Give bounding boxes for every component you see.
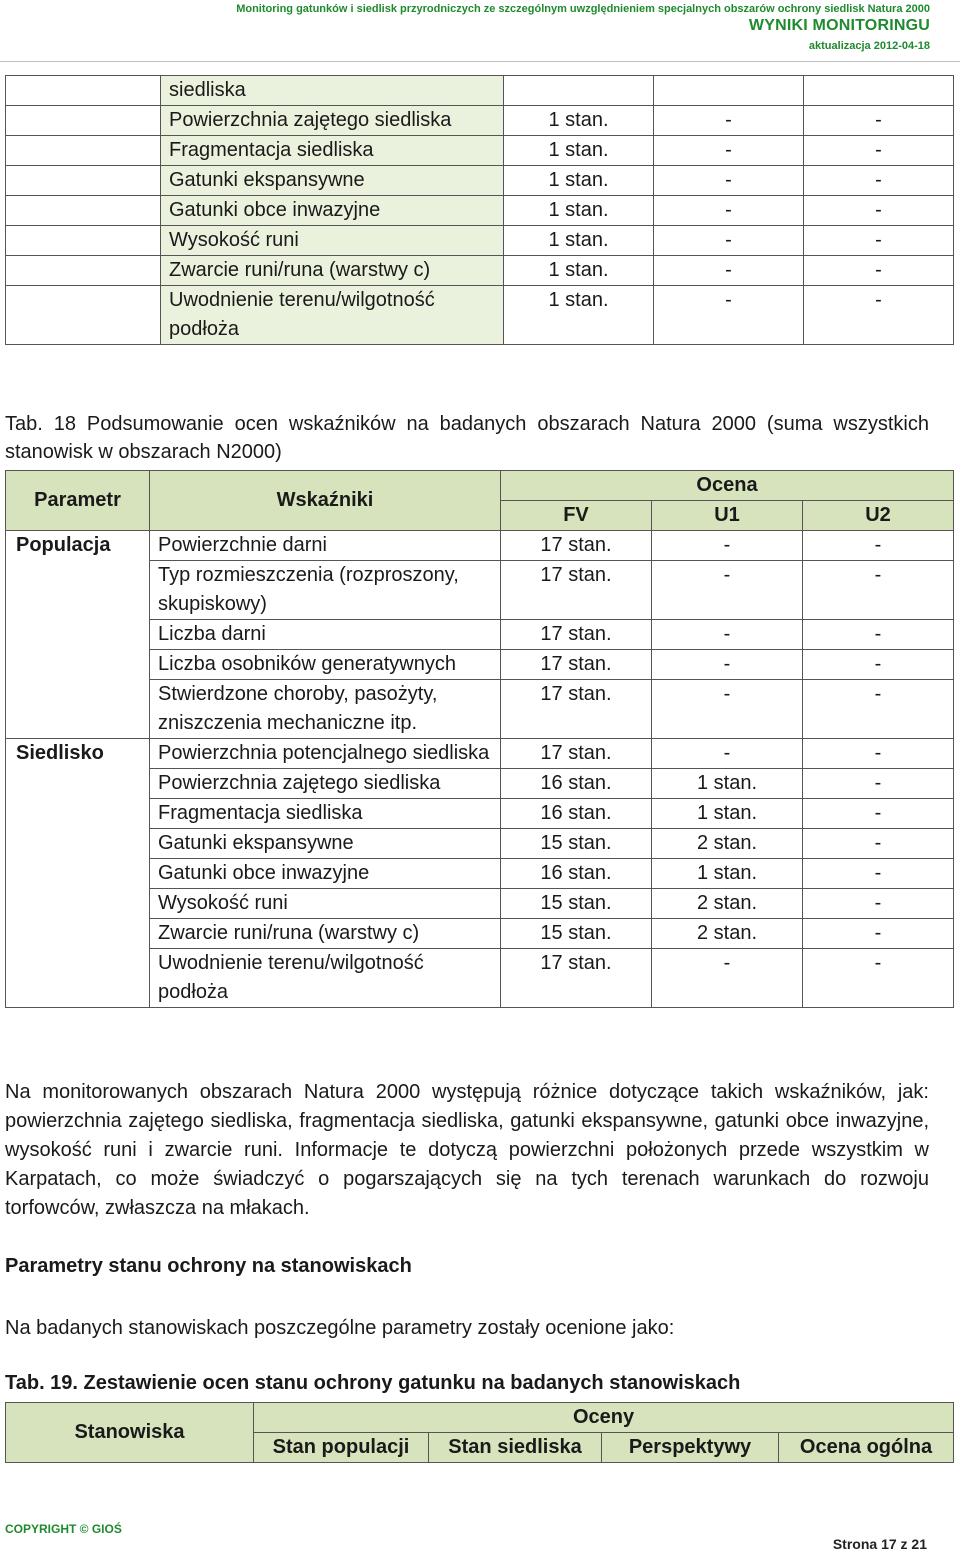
value-fv: 1 stan. (504, 106, 654, 136)
value-u2: - (804, 136, 954, 166)
value-fv: 17 stan. (501, 739, 652, 769)
value-u1: - (652, 531, 803, 561)
value-fv: 17 stan. (501, 531, 652, 561)
empty-cell (6, 226, 161, 256)
indicator-label: Powierzchnia potencjalnego siedliska (150, 739, 501, 769)
value-fv: 16 stan. (501, 859, 652, 889)
table-row (6, 286, 954, 345)
value-u1: - (652, 561, 803, 620)
value-u2: - (803, 739, 954, 769)
value-fv: 17 stan. (501, 650, 652, 680)
header-ocena: Ocena (501, 471, 954, 501)
value-u2: - (803, 919, 954, 949)
value-u2 (804, 76, 954, 106)
value-u2: - (804, 196, 954, 226)
value-u1: - (652, 650, 803, 680)
indicator-label: Gatunki obce inwazyjne (161, 196, 504, 226)
indicator-label: Liczba osobników generatywnych (150, 650, 501, 680)
value-u2: - (803, 561, 954, 620)
intro-paragraph: Na badanych stanowiskach poszczególne parametry zostały ocenione jako: (5, 1317, 675, 1339)
indicator-label: Zwarcie runi/runa (warstwy c) (150, 919, 501, 949)
table-continuation (5, 75, 954, 345)
header-title: Monitoring gatunków i siedlisk przyrodniczych ze szczególnym uwzględnieniem specjalnych obszarów ochrony siedlisk Natura 2000 (236, 3, 930, 15)
value-u2: - (803, 769, 954, 799)
value-u1: - (652, 739, 803, 769)
header-update-date: aktualizacja 2012-04-18 (808, 40, 930, 52)
indicator-label: Stwierdzone choroby, pasożyty, zniszczenia mechaniczne itp. (150, 680, 501, 739)
summary-paragraph: Na monitorowanych obszarach Natura 2000 występują różnice dotyczące takich wskaźników, jak: powierzchnia zajętego siedliska, fragmentacja siedliska, gatunki ekspansywne, gatunki obce inwazyjne, wysokość runi i zwarcie runi. Informacje te dotyczą powierzchni położonych przede wszystkim w Karpatach, co może świadczyć o pogarszających się na tych terenach warunkach do rozwoju torfowców, zwłaszcza na młakach. (5, 1081, 929, 1219)
value-u2: - (803, 859, 954, 889)
indicator-label: Gatunki ekspansywne (161, 166, 504, 196)
value-u1: - (652, 680, 803, 739)
indicator-label: siedliska (161, 76, 504, 106)
header-stanowiska: Stanowiska (6, 1403, 254, 1463)
value-u2: - (804, 286, 954, 345)
value-fv: 17 stan. (501, 949, 652, 1008)
empty-cell (6, 256, 161, 286)
value-fv: 17 stan. (501, 680, 652, 739)
value-u2: - (803, 680, 954, 739)
indicator-label: Typ rozmieszczenia (rozproszony, skupiskowy) (150, 561, 501, 620)
empty-cell (6, 76, 161, 106)
parameter-pop_rows: Populacja (6, 531, 150, 739)
indicator-label: Powierzchnia zajętego siedliska (161, 106, 504, 136)
value-u2: - (804, 106, 954, 136)
value-u2: - (804, 166, 954, 196)
empty-cell (6, 166, 161, 196)
header-oceny: Oceny (254, 1403, 954, 1433)
indicator-label: Uwodnienie terenu/wilgotność podłoża (150, 949, 501, 1008)
value-u1: - (654, 106, 804, 136)
value-fv: 16 stan. (501, 769, 652, 799)
table-row (6, 166, 954, 196)
value-u1: 2 stan. (652, 829, 803, 859)
header-wskazniki: Wskaźniki (150, 471, 501, 531)
value-u2: - (804, 256, 954, 286)
value-fv: 15 stan. (501, 889, 652, 919)
table-row (6, 226, 954, 256)
table-row (6, 196, 954, 226)
indicator-label: Zwarcie runi/runa (warstwy c) (161, 256, 504, 286)
value-u1: 1 stan. (652, 799, 803, 829)
empty-cell (6, 196, 161, 226)
indicator-label: Fragmentacja siedliska (161, 136, 504, 166)
indicator-label: Powierzchnia zajętego siedliska (150, 769, 501, 799)
indicator-label: Wysokość runi (150, 889, 501, 919)
table-row (6, 256, 954, 286)
table-row (6, 76, 954, 106)
value-fv: 15 stan. (501, 829, 652, 859)
table-row (6, 739, 954, 769)
indicator-label: Liczba darni (150, 620, 501, 650)
value-u1: - (654, 136, 804, 166)
indicator-label: Uwodnienie terenu/wilgotność podłoża (161, 286, 504, 345)
header-perspektywy: Perspektywy (602, 1433, 779, 1463)
header-u1: U1 (652, 501, 803, 531)
table-row (6, 531, 954, 561)
value-fv: 16 stan. (501, 799, 652, 829)
indicator-label: Wysokość runi (161, 226, 504, 256)
value-u1: - (654, 256, 804, 286)
value-u2: - (803, 650, 954, 680)
value-u1 (654, 76, 804, 106)
value-fv: 1 stan. (504, 256, 654, 286)
header-stan-populacji: Stan populacji (254, 1433, 429, 1463)
footer-page-number: Strona 17 z 21 (832, 1536, 927, 1552)
value-u1: 2 stan. (652, 919, 803, 949)
header-u2: U2 (803, 501, 954, 531)
value-fv: 17 stan. (501, 620, 652, 650)
empty-cell (6, 286, 161, 345)
table-18 (5, 470, 954, 1008)
value-u1: 1 stan. (652, 859, 803, 889)
value-u1: 2 stan. (652, 889, 803, 919)
value-u1: - (652, 620, 803, 650)
table-row (6, 106, 954, 136)
table-19-caption: Tab. 19. Zestawienie ocen stanu ochrony gatunku na badanych stanowiskach (5, 1372, 741, 1394)
value-u2: - (803, 620, 954, 650)
header-stan-siedliska: Stan siedliska (429, 1433, 602, 1463)
value-u1: 1 stan. (652, 769, 803, 799)
header-results: WYNIKI MONITORINGU (748, 17, 930, 34)
empty-cell (6, 136, 161, 166)
value-u2: - (803, 799, 954, 829)
value-fv: 1 stan. (504, 196, 654, 226)
value-fv: 1 stan. (504, 136, 654, 166)
value-u2: - (803, 829, 954, 859)
value-u2: - (803, 889, 954, 919)
value-u2: - (804, 226, 954, 256)
value-fv: 1 stan. (504, 226, 654, 256)
value-u2: - (803, 531, 954, 561)
indicator-label: Fragmentacja siedliska (150, 799, 501, 829)
parameter-sied_rows: Siedlisko (6, 739, 150, 1008)
section-heading: Parametry stanu ochrony na stanowiskach (5, 1255, 412, 1277)
table-19 (5, 1402, 954, 1463)
value-fv (504, 76, 654, 106)
indicator-label: Powierzchnie darni (150, 531, 501, 561)
value-u1: - (654, 286, 804, 345)
value-fv: 1 stan. (504, 166, 654, 196)
value-u1: - (652, 949, 803, 1008)
table-18-caption: Tab. 18 Podsumowanie ocen wskaźników na badanych obszarach Natura 2000 (suma wszystkich stanowisk w obszarach N2000) (5, 413, 929, 463)
value-u1: - (654, 196, 804, 226)
value-fv: 1 stan. (504, 286, 654, 345)
table-row (6, 136, 954, 166)
header-ocena-ogolna: Ocena ogólna (779, 1433, 954, 1463)
header-parametr: Parametr (6, 471, 150, 531)
value-u2: - (803, 949, 954, 1008)
value-fv: 17 stan. (501, 561, 652, 620)
value-fv: 15 stan. (501, 919, 652, 949)
value-u1: - (654, 226, 804, 256)
empty-cell (6, 106, 161, 136)
indicator-label: Gatunki obce inwazyjne (150, 859, 501, 889)
value-u1: - (654, 166, 804, 196)
header-divider (0, 61, 960, 62)
header-fv: FV (501, 501, 652, 531)
footer-copyright: COPYRIGHT © GIOŚ (5, 1522, 122, 1536)
indicator-label: Gatunki ekspansywne (150, 829, 501, 859)
